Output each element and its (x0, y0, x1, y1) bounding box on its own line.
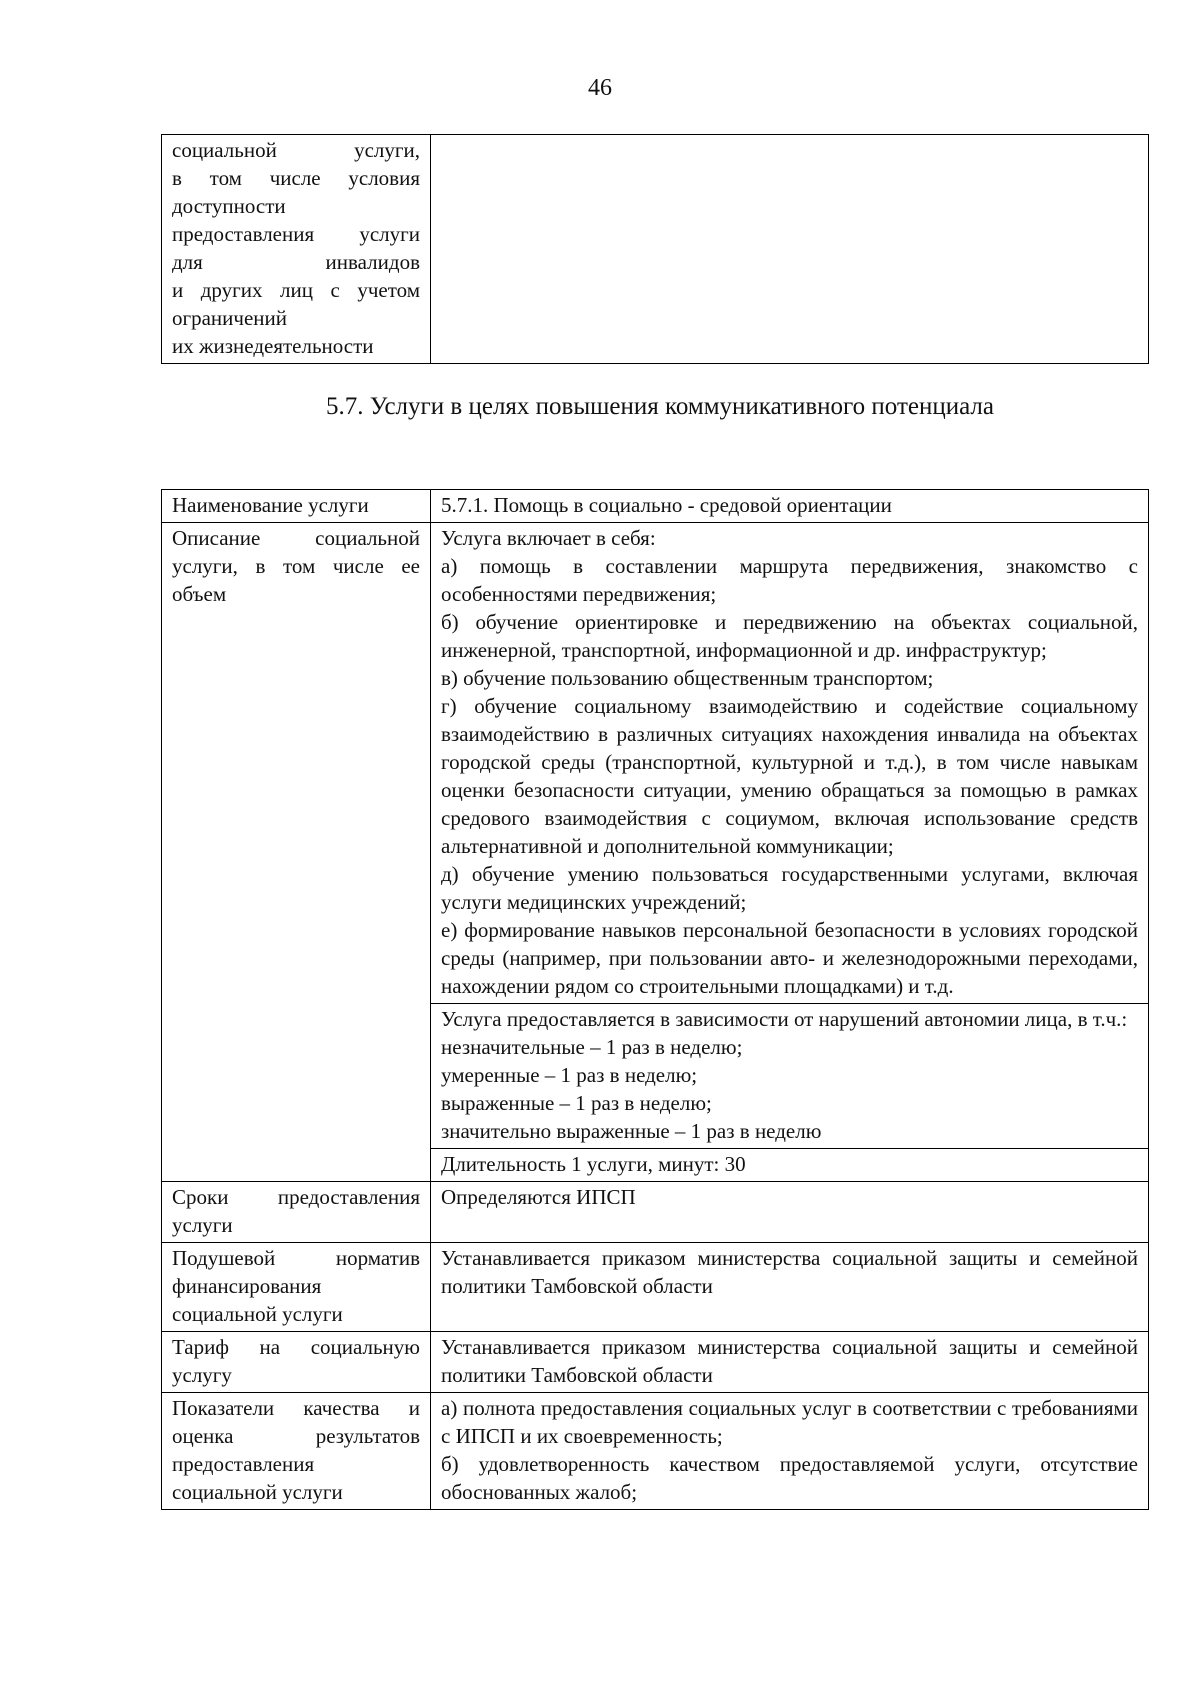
frequency-cell (431, 1004, 1149, 1149)
list-item: выраженные – 1 раз в неделю; (441, 1091, 712, 1115)
label-line: и других лиц с учетом (172, 278, 420, 302)
label-line: в том числе условия (172, 166, 420, 190)
continuation-table (161, 134, 1149, 364)
list-item: а) помощь в составлении маршрута передвижения, знакомство с особенностями передвижения; (441, 554, 1138, 606)
terms-value-cell: Определяются ИПСП (431, 1182, 1149, 1243)
terms-label-cell: Сроки предоставления услуги (162, 1182, 431, 1243)
table-row (162, 1243, 1149, 1332)
table-row (162, 1393, 1149, 1510)
name-value-cell: 5.7.1. Помощь в социально - средовой ориентации (431, 490, 1149, 523)
label-line: их жизнедеятельности (172, 334, 374, 358)
name-label-cell: Наименование услуги (162, 490, 431, 523)
list-item: в) обучение пользованию общественным транспортом; (441, 666, 934, 690)
label-line: для инвалидов (172, 250, 420, 274)
table-row (162, 1332, 1149, 1393)
list-item: д) обучение умению пользоваться государственными услугами, включая услуги медицинских учреждений; (441, 862, 1138, 914)
description-cell (431, 523, 1149, 1004)
frequency-intro: Услуга предоставляется в зависимости от нарушений автономии лица, в т.ч.: (441, 1007, 1128, 1031)
description-intro: Услуга включает в себя: (441, 526, 656, 550)
table-row (162, 523, 1149, 1004)
list-item: незначительные – 1 раз в неделю; (441, 1035, 743, 1059)
list-item: б) обучение ориентировке и передвижению на объектах социальной, инженерной, транспортной, информационной и др. инфраструктур; (441, 610, 1138, 662)
table-row (162, 135, 1149, 364)
table-row (162, 490, 1149, 523)
list-item: г) обучение социальному взаимодействию и содействие социальному взаимодействию в различных ситуациях нахождения инвалида на объектах городской среды (транспортной, культурной и т.д.), в том числе навыкам оценки безопасности ситуации, умению обращаться за помощью в рамках средового взаимодействия с социумом, включая использование средств альтернативной и дополнительной коммуникации; (441, 694, 1138, 858)
quality-cell (431, 1393, 1149, 1510)
list-item: е) формирование навыков персональной безопасности в условиях городской среды (например, при пользовании авто- и железнодорожными переходами, нахождении рядом со строительными площадками) и т.д. (441, 918, 1138, 998)
continuation-label-cell (162, 135, 431, 364)
norm-label-cell: Подушевой норматив финансирования социальной услуги (162, 1243, 431, 1332)
continuation-value-cell (431, 135, 1149, 364)
list-item: а) полнота предоставления социальных услуг в соответствии с требованиями с ИПСП и их своевременность; (441, 1396, 1138, 1448)
label-line: ограничений (172, 306, 288, 330)
quality-label-cell: Показатели качества и оценка результатов предоставления социальной услуги (162, 1393, 431, 1510)
duration-cell: Длительность 1 услуги, минут: 30 (431, 1149, 1149, 1182)
label-line: социальной услуги, (172, 138, 420, 162)
norm-value-cell: Устанавливается приказом министерства социальной защиты и семейной политики Тамбовской области (431, 1243, 1149, 1332)
tariff-label-cell: Тариф на социальную услугу (162, 1332, 431, 1393)
section-heading: 5.7. Услуги в целях повышения коммуникативного потенциала (326, 393, 994, 420)
label-line: доступности (172, 194, 286, 218)
list-item: умеренные – 1 раз в неделю; (441, 1063, 698, 1087)
list-item: значительно выраженные – 1 раз в неделю (441, 1119, 822, 1143)
label-line: предоставления услуги (172, 222, 420, 246)
service-table (161, 489, 1149, 1510)
tariff-value-cell: Устанавливается приказом министерства социальной защиты и семейной политики Тамбовской области (431, 1332, 1149, 1393)
list-item: б) удовлетворенность качеством предоставляемой услуги, отсутствие обоснованных жалоб; (441, 1452, 1138, 1504)
page-number: 46 (588, 75, 612, 101)
table-row (162, 1182, 1149, 1243)
description-label-cell: Описание социальной услуги, в том числе ее объем (162, 523, 431, 1182)
